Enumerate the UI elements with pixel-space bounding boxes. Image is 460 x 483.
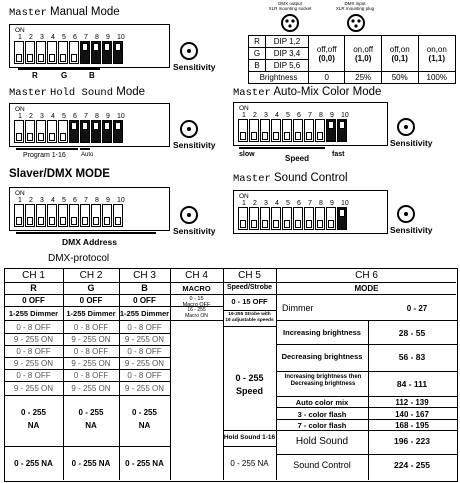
automix-dip-switches <box>238 119 348 142</box>
dip-switch-3[interactable] <box>36 120 46 143</box>
dip-switch-5[interactable] <box>58 204 68 227</box>
xlr-socket-icon <box>279 13 301 33</box>
ch6-mode-label: Decreasing brightness <box>281 352 363 361</box>
ch3-row: 9 - 255 ON <box>124 335 165 344</box>
speed-label: Speed <box>285 154 310 163</box>
brightness-0: 0 <box>309 72 345 84</box>
xlr-plug-icon <box>345 13 367 33</box>
ch6-mode-label: 7 - color flash <box>297 421 347 430</box>
header-ch5: CH 5 <box>238 270 261 281</box>
dip-switch-8[interactable] <box>315 207 325 230</box>
brightness-3: 100% <box>418 72 455 84</box>
dmx-output-label: DMX output XLR mounting socket <box>268 1 312 11</box>
dip-switch-8[interactable] <box>91 120 101 143</box>
sound-control-title: Master Sound Control <box>233 172 348 185</box>
ch1-off: 0 OFF <box>22 296 45 305</box>
on-label: ON <box>15 27 25 34</box>
dip-switch-10[interactable] <box>337 207 347 230</box>
dip-switch-2[interactable] <box>25 120 35 143</box>
ch5-strobe: 16-255 Strobe with 16 adjustable speeds <box>225 312 274 323</box>
dip-switch-6[interactable] <box>293 207 303 230</box>
hold-dip-switches <box>14 120 124 143</box>
group-label-r: R <box>32 71 38 80</box>
header-ch1: CH 1 <box>22 270 45 281</box>
fast-label: fast <box>332 151 345 158</box>
dip-switch-4[interactable] <box>47 41 57 64</box>
dip-switch-4[interactable] <box>271 119 281 142</box>
brightness-table <box>248 35 456 84</box>
ch5-speed: Speed <box>235 386 263 396</box>
row-label-g: G <box>249 48 266 60</box>
sub-speed: Speed/Strobe <box>226 284 273 291</box>
col-2: off,on (0,1) <box>381 36 418 72</box>
dip-switch-7[interactable] <box>304 119 314 142</box>
sensitivity-label: Sensitivity <box>173 62 216 72</box>
header-ch3: CH 3 <box>133 270 156 281</box>
col-0: off,off (0,0) <box>309 36 345 72</box>
sensitivity-knob-icon[interactable] <box>180 206 198 224</box>
dip-switch-9[interactable] <box>102 204 112 227</box>
ch1-row: 0 - 8 OFF <box>16 323 51 332</box>
col-3: on,on (1,1) <box>418 36 455 72</box>
dip-switch-1[interactable] <box>238 207 248 230</box>
ch2-row: 9 - 255 ON <box>71 335 111 344</box>
dip-switch-2[interactable] <box>249 119 259 142</box>
ch6-mode-range: 84 - 111 <box>396 379 428 389</box>
ch3-row: 0 - 8 OFF <box>127 371 162 380</box>
ch6-mode-range: 28 - 55 <box>398 328 426 338</box>
dip-switch-1[interactable] <box>238 119 248 142</box>
sensitivity-label: Sensitivity <box>173 140 216 150</box>
ch5-off: 0 - 15 OFF <box>231 297 268 306</box>
dip-switch-6[interactable] <box>69 204 79 227</box>
dip-switch-7[interactable] <box>80 120 90 143</box>
dip-switch-9[interactable] <box>102 41 112 64</box>
sensitivity-knob-icon[interactable] <box>180 120 198 138</box>
dip-switch-4[interactable] <box>271 207 281 230</box>
ch1-last: 0 - 255 NA <box>14 459 53 468</box>
dip-switch-5[interactable] <box>58 120 68 143</box>
ch3-row: 9 - 255 ON <box>124 384 165 393</box>
ch1-row: 9 - 255 ON <box>13 384 54 393</box>
program-bracket <box>16 148 78 150</box>
automix-dip-panel: ON 1 2 3 4 5 6 7 8 9 10 <box>233 102 388 146</box>
ch6-mode-range: 56 - 83 <box>398 352 426 362</box>
row-dip-b: DIP 5,6 <box>266 60 309 72</box>
sub-r: R <box>30 283 37 293</box>
dip-switch-1[interactable] <box>14 204 24 227</box>
ch1-row: 9 - 255 ON <box>13 335 54 344</box>
ch2-last: 0 - 255 NA <box>71 459 111 468</box>
sub-g: G <box>87 283 95 293</box>
ch2-range: 0 - 255 <box>78 408 104 417</box>
ch2-row: 0 - 8 OFF <box>73 347 109 356</box>
dip-switch-6[interactable] <box>69 41 79 64</box>
ch6-mode-label: Increasing brightness <box>283 328 361 337</box>
ch2-row: 0 - 8 OFF <box>73 323 109 332</box>
dip-switch-5[interactable] <box>282 207 292 230</box>
row-label-b: B <box>249 60 266 72</box>
dip-switch-8[interactable] <box>91 204 101 227</box>
row-dip-r: DIP 1,2 <box>266 36 309 48</box>
sound-dip-panel: ON 1 2 3 4 5 6 7 8 9 10 <box>233 190 388 234</box>
dip-switch-1[interactable] <box>14 41 24 64</box>
dip-switch-7[interactable] <box>80 204 90 227</box>
sub-b: B <box>141 283 148 293</box>
automix-title: Master Auto-Mix Color Mode <box>233 86 382 99</box>
ch6-mode-label: 3 - color flash <box>297 410 347 419</box>
ch6-mode-label: Increasing brightness then Decreasing brightness <box>284 374 362 387</box>
dip-switch-6[interactable] <box>69 120 79 143</box>
brightness-1: 25% <box>345 72 382 84</box>
slave-dip-switches <box>14 204 124 227</box>
ch6-mode-label: Hold Sound <box>295 436 349 447</box>
manual-mode-title: Master Manual Mode <box>9 6 120 19</box>
dip-switch-3[interactable] <box>36 41 46 64</box>
dip-switch-2[interactable] <box>25 204 35 227</box>
ch3-row: 0 - 8 OFF <box>127 347 162 356</box>
dip-switch-1[interactable] <box>14 120 24 143</box>
dmx-address-label: DMX Address <box>62 237 117 247</box>
header-ch4: CH 4 <box>185 270 208 281</box>
header-ch2: CH 2 <box>79 270 103 281</box>
dip-switch-6[interactable] <box>293 119 303 142</box>
dip-switch-4[interactable] <box>47 204 57 227</box>
dip-switch-10[interactable] <box>113 204 123 227</box>
speed-bracket <box>239 147 325 149</box>
dip-switch-9[interactable] <box>326 119 336 142</box>
dip-switch-9[interactable] <box>326 207 336 230</box>
sub-macro: MACRO <box>182 284 211 293</box>
ch1-range: 0 - 255 <box>21 408 46 417</box>
program-label: Program 1-16 <box>23 152 66 159</box>
row-dip-g: DIP 3,4 <box>266 48 309 60</box>
dip-switch-10[interactable] <box>337 119 347 142</box>
dip-switch-4[interactable] <box>47 120 57 143</box>
ch2-row: 9 - 255 ON <box>71 384 111 393</box>
dip-switch-3[interactable] <box>260 207 270 230</box>
ch5-na: 0 - 255 NA <box>230 459 269 468</box>
ch6-mode-label: Dimmer <box>282 303 314 313</box>
sound-dip-switches <box>238 207 348 230</box>
hold-dip-panel: ON 1 2 3 4 5 6 7 8 9 10 <box>9 103 170 147</box>
ch6-mode-range: 0 - 27 <box>406 304 428 313</box>
ch3-na: NA <box>138 421 151 430</box>
ch3-dimmer: 1-255 Dimmer <box>119 309 170 318</box>
slow-label: slow <box>239 151 255 158</box>
hold-sound-title: Master Hold Sound Mode <box>9 86 146 99</box>
auto-label: Auto <box>81 152 94 158</box>
ch6-mode-range: 196 - 223 <box>394 436 430 446</box>
dip-switch-10[interactable] <box>113 120 123 143</box>
ch2-na: NA <box>85 421 97 430</box>
ch5-hold: Hold Sound 1-16 <box>223 434 276 441</box>
ch1-row: 9 - 255 ON <box>13 359 54 368</box>
rgb-bracket <box>18 68 100 70</box>
sensitivity-label: Sensitivity <box>173 226 216 236</box>
ch6-mode-range: 112 - 139 <box>395 398 429 407</box>
slave-title: Slaver/DMX MODE <box>9 168 110 180</box>
row-label-r: R <box>249 36 266 48</box>
ch6-mode-label: Sound Control <box>293 460 351 470</box>
ch6-mode-range: 140 - 167 <box>395 410 429 419</box>
ch2-row: 9 - 255 ON <box>71 359 111 368</box>
ch4-macro-off: 0 - 15 Macro OFF <box>182 296 211 308</box>
ch1-row: 0 - 8 OFF <box>16 347 51 356</box>
ch6-mode-label: Auto color mix <box>295 398 349 407</box>
dip-switch-5[interactable] <box>58 41 68 64</box>
sensitivity-label: Sensitivity <box>390 138 433 148</box>
header-ch6: CH 6 <box>355 270 378 281</box>
ch1-row: 0 - 8 OFF <box>16 371 51 380</box>
dmx-address-bracket <box>16 232 156 234</box>
brightness-label: Brightness <box>249 72 309 84</box>
sub-mode: MODE <box>354 284 379 293</box>
ch2-row: 0 - 8 OFF <box>73 371 109 380</box>
sensitivity-label: Sensitivity <box>390 225 433 235</box>
ch3-range: 0 - 255 <box>132 408 157 417</box>
sensitivity-knob-icon[interactable] <box>180 42 198 60</box>
sensitivity-knob-icon[interactable] <box>397 118 415 136</box>
ch3-row: 9 - 255 ON <box>124 359 165 368</box>
ch1-na: NA <box>27 421 40 430</box>
dip-numbers: 1 2 3 4 5 6 7 8 9 10 <box>18 34 125 41</box>
ch4-macro-on: 16 - 255 Macro ON <box>185 307 208 319</box>
dip-switch-3[interactable] <box>260 119 270 142</box>
dip-switch-3[interactable] <box>36 204 46 227</box>
ch6-mode-range: 224 - 255 <box>394 460 430 470</box>
col-1: on,off (1,0) <box>345 36 382 72</box>
dip-switch-2[interactable] <box>25 41 35 64</box>
dip-switch-8[interactable] <box>315 119 325 142</box>
dmx-protocol-title: DMX-protocol <box>48 253 110 264</box>
ch1-dimmer: 1-255 Dimmer <box>8 309 59 318</box>
dip-switch-5[interactable] <box>282 119 292 142</box>
ch3-last: 0 - 255 NA <box>125 459 164 468</box>
ch2-dimmer: 1-255 Dimmer <box>66 309 116 318</box>
group-label-g: G <box>61 71 68 80</box>
ch3-row: 0 - 8 OFF <box>127 323 162 332</box>
ch2-off: 0 OFF <box>79 296 103 305</box>
group-label-b: B <box>89 71 95 80</box>
sensitivity-knob-icon[interactable] <box>397 205 415 223</box>
ch5-range: 0 - 255 <box>235 373 264 383</box>
auto-bracket <box>80 148 90 150</box>
dip-switch-8[interactable] <box>91 41 101 64</box>
ch3-off: 0 OFF <box>133 296 156 305</box>
dip-switch-2[interactable] <box>249 207 259 230</box>
brightness-2: 50% <box>381 72 418 84</box>
slave-dip-panel: ON 1 2 3 4 5 6 7 8 9 10 <box>9 187 170 231</box>
dmx-input-label: DMX input XLR mounting plug <box>335 1 375 11</box>
dip-switch-7[interactable] <box>304 207 314 230</box>
manual-dip-switches <box>14 41 124 64</box>
dip-switch-7[interactable] <box>80 41 90 64</box>
dip-switch-10[interactable] <box>113 41 123 64</box>
dip-switch-9[interactable] <box>102 120 112 143</box>
ch6-mode-range: 168 - 195 <box>395 421 429 430</box>
